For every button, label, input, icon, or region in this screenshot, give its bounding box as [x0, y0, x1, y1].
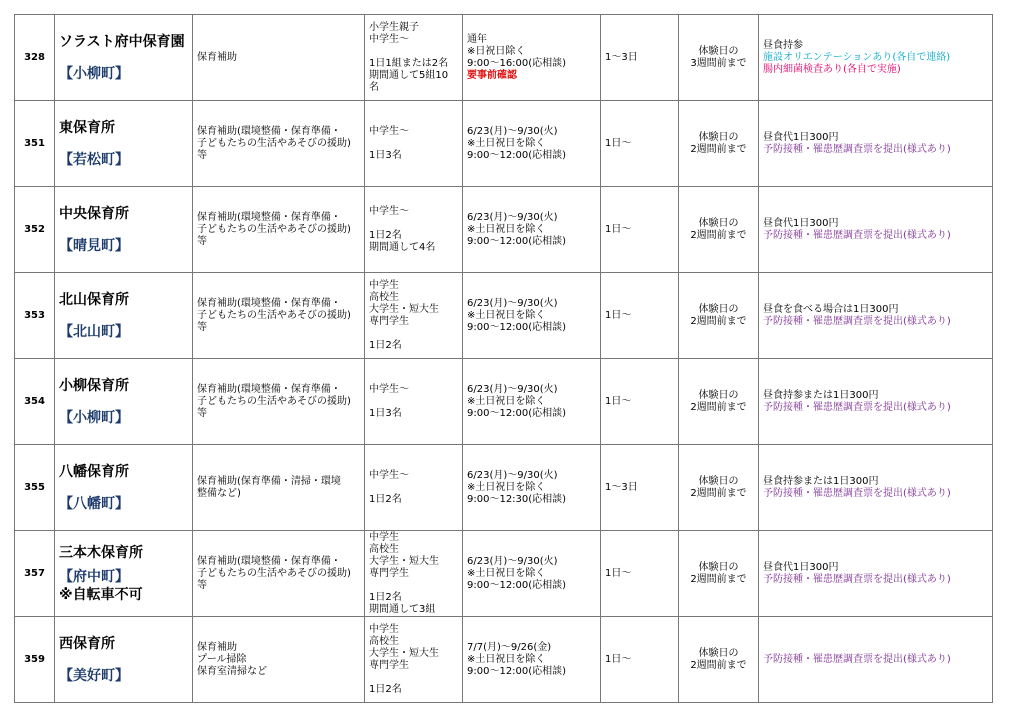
deadline-line: 体験日の: [698, 45, 739, 57]
period-cell: [463, 531, 601, 617]
period-cell: [463, 445, 601, 531]
facility-table-body: [15, 15, 993, 703]
target-cell: [365, 359, 463, 445]
period-line: 6/23(月)～9/30(火): [467, 211, 558, 223]
deadline-cell: [679, 617, 759, 703]
facility-town: 【北山町】: [59, 323, 129, 340]
target-line: 期間通して5組10: [369, 69, 449, 81]
target-line: 期間通して4名: [369, 241, 436, 253]
period-cell: [463, 273, 601, 359]
work-content-line: 等: [197, 149, 207, 161]
note-line: 昼食代1日300円: [763, 131, 839, 143]
target-spacer: [369, 396, 458, 408]
deadline-line: 体験日の: [698, 217, 739, 229]
facility-cell: [55, 187, 193, 273]
target-line: 中学生～: [369, 469, 409, 481]
table-row: [15, 617, 993, 703]
work-content-line: 保育補助(保育準備・清掃・環境: [197, 475, 341, 487]
work-content-line: 等: [197, 407, 207, 419]
target-line: 専門学生: [369, 659, 409, 671]
work-content-line: 子どもたちの生活やあそびの援助): [197, 309, 351, 321]
facility-table: [14, 14, 993, 703]
target-line: 中学生～: [369, 383, 409, 395]
note-line: 予防接種・罹患歴調査票を提出(様式あり): [763, 401, 951, 413]
table-row: [15, 187, 993, 273]
period-line: 通年: [467, 33, 487, 45]
period-line: 9:00～12:00(応相談): [467, 579, 567, 591]
period-line: ※土日祝日を除く: [467, 309, 546, 321]
target-line: 専門学生: [369, 567, 409, 579]
period-line: 9:00～12:00(応相談): [467, 407, 567, 419]
facility-cell: [55, 531, 193, 617]
note-line: 予防接種・罹患歴調査票を提出(様式あり): [763, 315, 951, 327]
note-line: 腸内細菌検査あり(各自で実施): [763, 63, 901, 75]
facility-cell: [55, 617, 193, 703]
note-line: 施設オリエンテーションあり(各自で連絡): [763, 51, 951, 63]
note-line: 予防接種・罹患歴調査票を提出(様式あり): [763, 487, 951, 499]
work-content-line: 保育補助: [197, 641, 237, 653]
facility-town: 【美好町】: [59, 667, 129, 684]
target-cell: [365, 101, 463, 187]
facility-name: 三本木保育所: [59, 544, 143, 561]
period-line: 9:00～12:00(応相談): [467, 235, 567, 247]
work-content-cell: [193, 445, 365, 531]
note-line: 昼食持参または1日300円: [763, 389, 879, 401]
period-cell: [463, 187, 601, 273]
target-line: 中学生: [369, 531, 399, 543]
deadline-line: 2週間前まで: [690, 315, 747, 327]
period-cell: [463, 359, 601, 445]
days-cell: 1日～: [601, 273, 679, 359]
deadline-line: 体験日の: [698, 131, 739, 143]
target-line: 中学生: [369, 279, 399, 291]
target-spacer: [369, 46, 458, 58]
note-line: 昼食代1日300円: [763, 217, 839, 229]
facility-number: 354: [15, 359, 55, 445]
facility-town: 【晴見町】: [59, 237, 129, 254]
days-cell: 1日～: [601, 101, 679, 187]
facility-number: 357: [15, 531, 55, 617]
days-cell: 1～3日: [601, 445, 679, 531]
notes-cell: [759, 101, 993, 187]
facility-cell: [55, 15, 193, 101]
target-line: 高校生: [369, 635, 399, 647]
target-line: 中学生: [369, 623, 399, 635]
target-spacer: [369, 218, 458, 230]
target-line: 高校生: [369, 543, 399, 555]
period-line: 6/23(月)～9/30(火): [467, 469, 558, 481]
target-line: 期間通して3組: [369, 603, 436, 615]
work-content-line: 等: [197, 235, 207, 247]
note-line: 昼食を食べる場合は1日300円: [763, 303, 899, 315]
work-content-cell: [193, 101, 365, 187]
deadline-line: 体験日の: [698, 475, 739, 487]
facility-name: 東保育所: [59, 119, 115, 136]
work-content-cell: [193, 359, 365, 445]
facility-name: 北山保育所: [59, 291, 129, 308]
target-spacer: [369, 328, 458, 340]
facility-town: 【八幡町】: [59, 495, 129, 512]
target-line: 中学生～: [369, 205, 409, 217]
period-alert: 要事前確認: [467, 69, 517, 81]
days-cell: 1日～: [601, 531, 679, 617]
facility-cell: [55, 445, 193, 531]
work-content-cell: [193, 15, 365, 101]
period-line: 9:00～12:00(応相談): [467, 149, 567, 161]
facility-town: 【小柳町】: [59, 65, 129, 82]
period-line: ※土日祝日を除く: [467, 481, 546, 493]
period-line: 9:00～12:30(応相談): [467, 493, 567, 505]
work-content-line: 保育補助(環境整備・保育準備・: [197, 383, 341, 395]
facility-name: 西保育所: [59, 635, 115, 652]
facility-name: 小柳保育所: [59, 377, 129, 394]
notes-cell: [759, 15, 993, 101]
work-content-line: 整備など): [197, 487, 241, 499]
period-cell: [463, 617, 601, 703]
target-line: 1日3名: [369, 407, 402, 419]
target-line: 専門学生: [369, 315, 409, 327]
period-line: ※土日祝日を除く: [467, 653, 546, 665]
target-line: 1日2名: [369, 493, 402, 505]
note-line: 昼食持参または1日300円: [763, 475, 879, 487]
notes-cell: [759, 187, 993, 273]
deadline-line: 2週間前まで: [690, 229, 747, 241]
target-line: 大学生・短大生: [369, 303, 439, 315]
deadline-line: 2週間前まで: [690, 659, 747, 671]
note-line: 予防接種・罹患歴調査票を提出(様式あり): [763, 229, 951, 241]
facility-number: 328: [15, 15, 55, 101]
table-row: [15, 273, 993, 359]
work-content-line: 保育補助(環境整備・保育準備・: [197, 555, 341, 567]
days-cell: 1日～: [601, 187, 679, 273]
facility-note: ※自転車不可: [59, 586, 143, 603]
facility-town: 【若松町】: [59, 151, 129, 168]
facility-number: 351: [15, 101, 55, 187]
days-cell: 1～3日: [601, 15, 679, 101]
deadline-line: 体験日の: [698, 561, 739, 573]
period-line: 9:00～16:00(応相談): [467, 57, 567, 69]
period-line: 9:00～12:00(応相談): [467, 665, 567, 677]
table-row: [15, 359, 993, 445]
period-line: 7/7(月)～9/26(金): [467, 641, 552, 653]
period-line: ※土日祝日を除く: [467, 223, 546, 235]
table-row: [15, 445, 993, 531]
deadline-line: 2週間前まで: [690, 143, 747, 155]
period-line: 6/23(月)～9/30(火): [467, 555, 558, 567]
note-line: 昼食持参: [763, 39, 803, 51]
target-line: 大学生・短大生: [369, 647, 439, 659]
target-cell: [365, 531, 463, 617]
facility-number: 359: [15, 617, 55, 703]
deadline-cell: [679, 359, 759, 445]
work-content-line: 保育補助(環境整備・保育準備・: [197, 297, 341, 309]
target-cell: [365, 15, 463, 101]
work-content-line: 等: [197, 321, 207, 333]
deadline-line: 2週間前まで: [690, 401, 747, 413]
facility-cell: [55, 359, 193, 445]
facility-name: 八幡保育所: [59, 463, 129, 480]
table-row: [15, 15, 993, 101]
facility-cell: [55, 101, 193, 187]
target-spacer: [369, 482, 458, 494]
facility-number: 353: [15, 273, 55, 359]
work-content-line: 等: [197, 579, 207, 591]
table-row: [15, 531, 993, 617]
work-content-line: 子どもたちの生活やあそびの援助): [197, 223, 351, 235]
work-content-line: 子どもたちの生活やあそびの援助): [197, 395, 351, 407]
table-row: [15, 101, 993, 187]
work-content-cell: [193, 273, 365, 359]
deadline-cell: [679, 273, 759, 359]
target-cell: [365, 273, 463, 359]
period-line: ※土日祝日を除く: [467, 567, 546, 579]
deadline-cell: [679, 531, 759, 617]
notes-cell: [759, 617, 993, 703]
work-content-line: 保育補助: [197, 51, 237, 63]
days-cell: 1日～: [601, 617, 679, 703]
notes-cell: [759, 359, 993, 445]
target-cell: [365, 445, 463, 531]
work-content-line: 子どもたちの生活やあそびの援助): [197, 567, 351, 579]
deadline-line: 2週間前まで: [690, 573, 747, 585]
target-spacer: [369, 138, 458, 150]
target-line: 1日1組または2名: [369, 57, 449, 69]
facility-number: 355: [15, 445, 55, 531]
target-line: 1日2名: [369, 229, 402, 241]
facility-name: 中央保育所: [59, 205, 129, 222]
days-cell: 1日～: [601, 359, 679, 445]
deadline-line: 体験日の: [698, 389, 739, 401]
deadline-line: 3週間前まで: [690, 57, 747, 69]
target-line: 高校生: [369, 291, 399, 303]
deadline-cell: [679, 445, 759, 531]
note-line: 予防接種・罹患歴調査票を提出(様式あり): [763, 653, 951, 665]
facility-number: 352: [15, 187, 55, 273]
period-cell: [463, 15, 601, 101]
target-line: 大学生・短大生: [369, 555, 439, 567]
notes-cell: [759, 445, 993, 531]
deadline-cell: [679, 101, 759, 187]
target-line: 1日2名: [369, 339, 402, 351]
facility-town: 【小柳町】: [59, 409, 129, 426]
deadline-line: 体験日の: [698, 303, 739, 315]
target-spacer: [369, 580, 458, 592]
target-line: 中学生～: [369, 125, 409, 137]
deadline-cell: [679, 187, 759, 273]
note-line: 予防接種・罹患歴調査票を提出(様式あり): [763, 573, 951, 585]
work-content-cell: [193, 617, 365, 703]
period-line: ※日祝日除く: [467, 45, 526, 57]
period-line: 9:00～12:00(応相談): [467, 321, 567, 333]
work-content-cell: [193, 531, 365, 617]
target-line: 小学生親子: [369, 21, 419, 33]
period-line: 6/23(月)～9/30(火): [467, 297, 558, 309]
target-spacer: [369, 672, 458, 684]
notes-cell: [759, 273, 993, 359]
note-line: 昼食代1日300円: [763, 561, 839, 573]
target-cell: [365, 187, 463, 273]
target-line: 名: [369, 81, 379, 93]
work-content-cell: [193, 187, 365, 273]
target-line: 1日2名: [369, 683, 402, 695]
deadline-line: 体験日の: [698, 647, 739, 659]
notes-cell: [759, 531, 993, 617]
period-line: 6/23(月)～9/30(火): [467, 125, 558, 137]
facility-town: 【府中町】: [59, 568, 129, 585]
work-content-line: 保育室清掃など: [197, 665, 267, 677]
work-content-line: 保育補助(環境整備・保育準備・: [197, 125, 341, 137]
target-line: 1日2名: [369, 591, 402, 603]
period-cell: [463, 101, 601, 187]
work-content-line: 保育補助(環境整備・保育準備・: [197, 211, 341, 223]
note-line: 予防接種・罹患歴調査票を提出(様式あり): [763, 143, 951, 155]
facility-cell: [55, 273, 193, 359]
target-cell: [365, 617, 463, 703]
target-line: 1日3名: [369, 149, 402, 161]
target-line: 中学生～: [369, 33, 409, 45]
period-line: ※土日祝日を除く: [467, 395, 546, 407]
work-content-line: プール掃除: [197, 653, 247, 665]
period-line: 6/23(月)～9/30(火): [467, 383, 558, 395]
facility-name: ソラスト府中保育園: [59, 33, 185, 50]
deadline-cell: [679, 15, 759, 101]
deadline-line: 2週間前まで: [690, 487, 747, 499]
period-line: ※土日祝日を除く: [467, 137, 546, 149]
work-content-line: 子どもたちの生活やあそびの援助): [197, 137, 351, 149]
